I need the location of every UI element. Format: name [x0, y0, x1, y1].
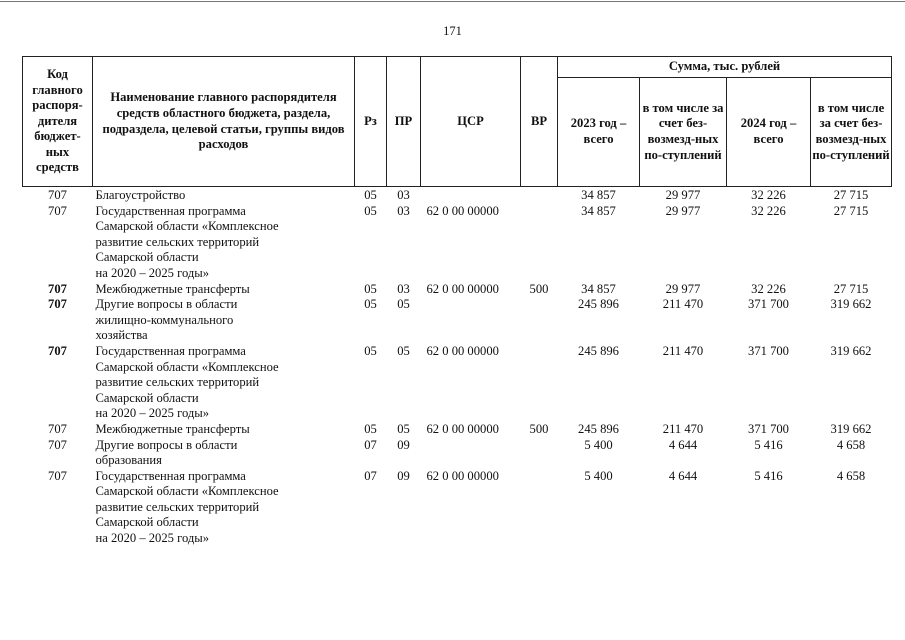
header-csr: ЦСР [421, 57, 521, 187]
header-code: Код главного распоря-дителя бюджет-ных средств [23, 57, 93, 187]
table-header [23, 57, 892, 187]
name-line: Самарской области [95, 250, 199, 265]
cell-2023-free: 211 470 [662, 343, 704, 358]
name-line: Самарской области «Комплексное [95, 219, 279, 234]
cell-2023-total: 34 857 [581, 203, 616, 218]
table-row [23, 204, 892, 282]
cell-name [93, 438, 355, 469]
cell-rz: 05 [364, 297, 377, 312]
name-line: Самарской области [95, 390, 199, 405]
name-line: Самарской области [95, 515, 199, 530]
cell-pr: 09 [397, 437, 410, 452]
cell-code: 707 [48, 297, 67, 312]
cell-2024-total: 5 416 [754, 468, 783, 483]
cell-2023-total: 245 896 [578, 297, 619, 312]
cell-2024-free: 27 715 [833, 203, 869, 218]
page-number: 171 [443, 24, 462, 38]
header-pr: ПР [387, 57, 421, 187]
cell-2024-free: 319 662 [830, 343, 872, 358]
cell-2023-free: 211 470 [662, 421, 704, 436]
cell-code: 707 [48, 437, 67, 452]
cell-csr [421, 187, 521, 204]
cell-vr: 500 [529, 281, 549, 296]
cell-2023-free: 29 977 [665, 281, 701, 296]
header-vr: ВР [521, 57, 558, 187]
table-row [23, 438, 892, 469]
cell-code: 707 [48, 468, 67, 483]
cell-2023-total: 5 400 [584, 437, 613, 452]
table-row [23, 469, 892, 547]
cell-vr [521, 438, 558, 469]
cell-2024-total: 32 226 [751, 281, 786, 296]
name-line: Другие вопросы в области [95, 437, 238, 452]
cell-rz: 05 [364, 281, 377, 296]
table-body [23, 187, 892, 547]
cell-2024-total: 371 700 [748, 297, 789, 312]
cell-rz: 05 [364, 203, 377, 218]
cell-2024-total: 32 226 [751, 203, 786, 218]
cell-name [93, 422, 355, 438]
name-line: Самарской области «Комплексное [95, 484, 279, 499]
cell-2024-free: 319 662 [830, 421, 872, 436]
cell-pr: 05 [397, 343, 410, 358]
cell-vr [521, 344, 558, 422]
cell-vr [521, 469, 558, 547]
table-row [23, 187, 892, 204]
name-line: Государственная программа [95, 343, 246, 358]
name-line: развитие сельских территорий [95, 234, 260, 249]
name-line: образования [95, 453, 162, 468]
header-2023-free: в том числе за счет без-возмезд-ных по-ступлений [640, 78, 727, 187]
cell-code: 707 [48, 343, 67, 358]
header-2024-total: 2024 год – всего [727, 78, 811, 187]
cell-rz: 07 [364, 468, 377, 483]
cell-code: 707 [48, 421, 67, 436]
cell-2024-total: 371 700 [748, 421, 789, 436]
cell-name [93, 469, 355, 547]
name-line: Межбюджетные трансферты [95, 281, 250, 296]
name-line: Самарской области «Комплексное [95, 359, 279, 374]
cell-rz: 05 [364, 343, 377, 358]
cell-csr [421, 438, 521, 469]
name-line: хозяйства [95, 328, 148, 343]
cell-csr: 62 0 00 00000 [426, 203, 499, 218]
cell-pr: 05 [397, 421, 410, 436]
cell-pr: 09 [397, 468, 410, 483]
cell-name [93, 187, 355, 204]
cell-2024-free: 27 715 [833, 281, 869, 296]
name-line: Государственная программа [95, 203, 246, 218]
cell-code: 707 [48, 188, 67, 202]
cell-2024-free: 4 658 [836, 437, 866, 452]
cell-vr [521, 204, 558, 282]
cell-rz: 05 [364, 421, 377, 436]
cell-2023-total: 245 896 [578, 421, 619, 436]
cell-2023-total: 34 857 [581, 188, 616, 202]
name-line: на 2020 – 2025 годы» [95, 265, 210, 280]
cell-vr [521, 297, 558, 344]
cell-name [93, 297, 355, 344]
cell-2024-total: 32 226 [751, 188, 786, 202]
cell-rz: 05 [364, 188, 377, 202]
name-line: Межбюджетные трансферты [95, 421, 250, 436]
cell-2023-free: 29 977 [665, 203, 701, 218]
cell-pr: 05 [397, 297, 410, 312]
name-line: Государственная программа [95, 468, 246, 483]
cell-name [93, 204, 355, 282]
name-line: на 2020 – 2025 годы» [95, 406, 210, 421]
cell-csr: 62 0 00 00000 [426, 421, 499, 436]
header-name: Наименование главного распорядителя средств областного бюджета, раздела, подраздела, целевой статьи, группы видов расходов [93, 57, 355, 187]
cell-rz: 07 [364, 437, 377, 452]
cell-2023-free: 4 644 [668, 468, 698, 483]
name-line: жилищно-коммунального [95, 312, 234, 327]
cell-2024-free: 4 658 [836, 468, 866, 483]
cell-2023-total: 245 896 [578, 343, 619, 358]
cell-2023-total: 5 400 [584, 468, 613, 483]
header-2023-total: 2023 год – всего [558, 78, 640, 187]
cell-name [93, 344, 355, 422]
cell-2023-free: 4 644 [668, 437, 698, 452]
name-line: развитие сельских территорий [95, 375, 260, 390]
cell-2023-free: 29 977 [665, 188, 701, 202]
header-sum: Сумма, тыс. рублей [558, 57, 892, 78]
cell-csr [421, 297, 521, 344]
cell-2024-free: 27 715 [833, 188, 869, 202]
cell-vr: 500 [529, 421, 549, 436]
cell-code: 707 [48, 281, 67, 296]
cell-2024-total: 371 700 [748, 343, 789, 358]
table-row [23, 422, 892, 438]
cell-pr: 03 [397, 281, 410, 296]
table-row [23, 297, 892, 344]
name-line: Другие вопросы в области [95, 297, 238, 312]
cell-vr [521, 187, 558, 204]
cell-pr: 03 [397, 203, 410, 218]
cell-name [93, 282, 355, 298]
cell-2023-total: 34 857 [581, 281, 616, 296]
cell-2024-total: 5 416 [754, 437, 783, 452]
table-row [23, 282, 892, 298]
cell-2023-free: 211 470 [662, 297, 704, 312]
header-rz: Рз [355, 57, 387, 187]
cell-csr: 62 0 00 00000 [426, 343, 499, 358]
header-2024-free: в том числе за счет без-возмезд-ных по-ступлений [811, 78, 892, 187]
cell-csr: 62 0 00 00000 [426, 468, 499, 483]
budget-table [22, 56, 892, 547]
table-row [23, 344, 892, 422]
cell-2024-free: 319 662 [830, 297, 872, 312]
name-line: на 2020 – 2025 годы» [95, 531, 210, 546]
name-line: Благоустройство [95, 188, 186, 202]
cell-code: 707 [48, 203, 67, 218]
name-line: развитие сельских территорий [95, 499, 260, 514]
top-rule [0, 1, 905, 2]
cell-csr: 62 0 00 00000 [426, 281, 499, 296]
cell-pr: 03 [397, 188, 410, 202]
